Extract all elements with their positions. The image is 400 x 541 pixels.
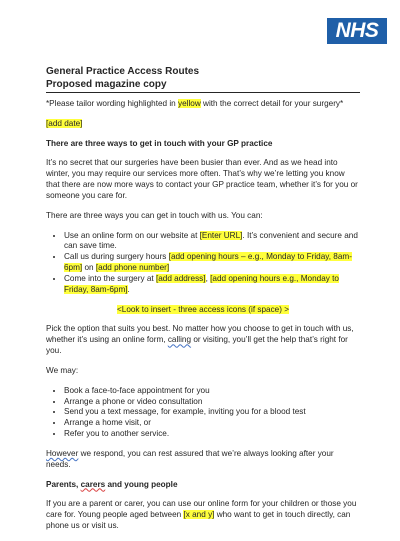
parents-text-a: Parents, <box>46 479 81 489</box>
we-may-label: We may: <box>46 365 79 375</box>
contact-methods-list <box>46 231 360 296</box>
tailor-note-after: with the correct detail for your surgery* <box>200 99 344 108</box>
opening-hours-placeholder: [add opening hours – e.g., Monday to Friday, 8am-6pm] <box>64 252 352 273</box>
contact-method-phone <box>64 252 360 274</box>
pick-option-paragraph <box>46 324 360 356</box>
document-body <box>46 66 360 541</box>
carers-word: carers <box>80 479 106 489</box>
however-paragraph <box>46 449 360 471</box>
enter-url-placeholder: [Enter URL] <box>199 230 243 240</box>
visit-text-c: . <box>127 284 130 294</box>
document-title: General Practice Access Routes <box>46 66 200 77</box>
we-may-item: • Refer you to another service. <box>64 429 360 440</box>
pick-text-a: Pick the option that suits you best. No matter how you choose to get in touch with us, whether it’s using an online form, <box>46 324 354 345</box>
visit-text-a: Come into the surgery at <box>64 273 156 283</box>
visit-text-b: , <box>205 273 211 283</box>
online-text-b: . It’s convenient and secure and can save time. <box>64 230 358 251</box>
tailor-note-before: *Please tailor wording highlighted in <box>46 99 178 108</box>
calling-word: calling <box>167 335 192 345</box>
intro-paragraph: It’s no secret that our surgeries have been busier than ever. And as we head into winter, you may require our services more often. That’s why we’re letting you know that there are now more ways to contact your GP practice team, whether it’s for you or someone you care for. <box>46 158 358 200</box>
address-placeholder: [add address] <box>155 273 206 283</box>
nhs-logo: NHS <box>327 18 387 44</box>
we-may-item: • Arrange a phone or video consultation <box>64 397 360 408</box>
we-may-item: • Arrange a home visit, or <box>64 418 360 429</box>
tailor-note <box>46 99 360 110</box>
heading-parents <box>46 480 360 491</box>
age-range-placeholder: [x and y] <box>183 510 215 520</box>
three-ways-paragraph: There are three ways you can get in touch with us. You can: <box>46 210 263 220</box>
pick-text-b: or visiting, you’ll get the help that’s right for you. <box>46 335 348 356</box>
however-word: However <box>46 448 79 458</box>
contact-method-visit <box>64 274 360 296</box>
add-date-line <box>46 119 360 130</box>
visit-hours-placeholder: [add opening hours e.g., Monday to Friday, 8am-6pm] <box>64 273 339 294</box>
however-rest: we respond, you can rest assured that we’re always looking after your needs. <box>46 448 334 469</box>
phone-text-a: Call us during surgery hours <box>64 252 169 262</box>
add-date-placeholder: [add date] <box>46 118 83 128</box>
heading-three-ways: There are three ways to get in touch with your GP practice <box>46 138 273 148</box>
tailor-note-yellow: yellow <box>178 99 201 108</box>
icons-note: <Look to insert - three access icons (if space) > <box>116 304 290 314</box>
online-text-a: Use an online form on our website at <box>64 230 200 240</box>
parents-para-a: If you are a parent or carer, you can use our online form for your children or those you care for. Young people aged between <box>46 499 357 520</box>
icons-note-line <box>46 305 360 316</box>
parents-paragraph <box>46 499 360 531</box>
we-may-item: • Book a face-to-face appointment for you <box>64 386 360 397</box>
we-may-item: • Send you a text message, for example, inviting you for a blood test <box>64 407 360 418</box>
parents-para-b: who want to get in touch directly, can phone us or visit us. <box>46 510 351 531</box>
document-subtitle: Proposed magazine copy <box>46 79 360 94</box>
phone-number-placeholder: [add phone number] <box>95 263 170 273</box>
contact-method-online <box>64 231 360 253</box>
phone-text-b: on <box>82 263 96 273</box>
parents-text-b: and young people <box>105 479 178 489</box>
we-may-list <box>46 386 360 440</box>
